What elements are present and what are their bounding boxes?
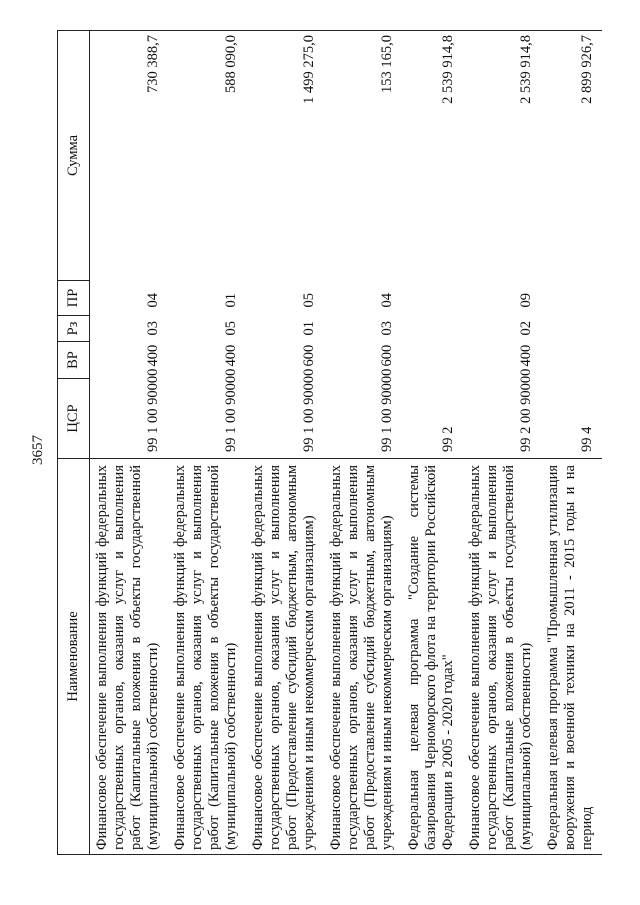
row-csr: 99 4 bbox=[579, 426, 595, 452]
table-header-row bbox=[58, 31, 90, 855]
row-csr: 99 1 00 90000 bbox=[145, 368, 161, 452]
table-row bbox=[402, 31, 463, 855]
row-name: Федеральная целевая программа "Промышленная утилизация вооружения и военной техники на 2011 - 2015 годы и на период bbox=[541, 459, 602, 855]
row-vr bbox=[541, 342, 602, 379]
budget-table bbox=[57, 30, 602, 855]
row-name: Финансовое обеспечение выполнения функций федеральных государственных органов, оказания услуг и выполнения работ (Капитальные вложения в объекты государственной (муниципальной) собственности) bbox=[168, 459, 246, 855]
row-sum: 2 539 914,8 bbox=[402, 31, 463, 281]
row-rz: 03 bbox=[145, 321, 161, 336]
row-pr: 04 bbox=[145, 293, 161, 308]
row-sum: 153 165,0 bbox=[324, 31, 402, 281]
row-vr bbox=[402, 342, 463, 379]
row-pr: 09 bbox=[518, 293, 534, 308]
row-rz: 02 bbox=[518, 321, 534, 336]
header-pr: ПР bbox=[58, 281, 90, 316]
table-row bbox=[324, 31, 402, 855]
row-csr: 99 2 bbox=[440, 426, 456, 452]
table-row bbox=[541, 31, 602, 855]
header-name: Наименование bbox=[58, 459, 90, 855]
row-pr: 01 bbox=[223, 293, 239, 308]
row-sum: 2 539 914,8 bbox=[463, 31, 541, 281]
row-csr: 99 2 00 90000 bbox=[518, 368, 534, 452]
row-name: Финансовое обеспечение выполнения функций федеральных государственных органов, оказания услуг и выполнения работ (Капитальные вложения в объекты государственной (муниципальной) собственности) bbox=[90, 459, 169, 855]
row-name: Финансовое обеспечение выполнения функций федеральных государственных органов, оказания услуг и выполнения работ (Предоставление субсидий бюджетным, автономным учреждениям и иным некоммерческим организациям) bbox=[246, 459, 324, 855]
row-name: Финансовое обеспечение выполнения функций федеральных государственных органов, оказания услуг и выполнения работ (Предоставление субсидий бюджетным, автономным учреждениям и иным некоммерческим организациям) bbox=[324, 459, 402, 855]
row-rz bbox=[402, 316, 463, 342]
row-sum: 1 499 275,0 bbox=[246, 31, 324, 281]
row-csr: 99 1 00 90000 bbox=[223, 368, 239, 452]
row-name: Финансовое обеспечение выполнения функций федеральных государственных органов, оказания услуг и выполнения работ (Капитальные вложения в объекты государственной (муниципальной) собственности) bbox=[463, 459, 541, 855]
row-sum: 588 090,0 bbox=[168, 31, 246, 281]
row-pr: 05 bbox=[301, 293, 317, 308]
row-vr: 400 bbox=[223, 344, 239, 367]
table-row bbox=[246, 31, 324, 855]
row-csr: 99 1 00 90000 bbox=[379, 368, 395, 452]
header-vr: ВР bbox=[58, 342, 90, 379]
row-rz: 01 bbox=[301, 321, 317, 336]
row-rz bbox=[541, 316, 602, 342]
row-pr bbox=[402, 281, 463, 316]
row-vr: 600 bbox=[379, 344, 395, 367]
header-sum: Сумма bbox=[58, 31, 90, 281]
row-sum: 2 899 926,7 bbox=[541, 31, 602, 281]
row-name: Федеральная целевая программа "Создание системы базирования Черноморского флота на территории Российской Федерации в 2005 - 2020 годах" bbox=[402, 459, 463, 855]
header-rz: Рз bbox=[58, 316, 90, 342]
row-vr: 400 bbox=[145, 344, 161, 367]
table-row bbox=[168, 31, 246, 855]
row-vr: 400 bbox=[518, 344, 534, 367]
row-rz: 05 bbox=[223, 321, 239, 336]
row-csr: 99 1 00 90000 bbox=[301, 368, 317, 452]
row-pr bbox=[541, 281, 602, 316]
table-row bbox=[463, 31, 541, 855]
header-csr: ЦСР bbox=[58, 379, 90, 459]
table-row bbox=[90, 31, 169, 855]
row-sum: 730 388,7 bbox=[90, 31, 169, 281]
page-number: 3657 bbox=[30, 435, 46, 465]
row-pr: 04 bbox=[379, 293, 395, 308]
row-rz: 03 bbox=[379, 321, 395, 336]
row-vr: 600 bbox=[301, 344, 317, 367]
